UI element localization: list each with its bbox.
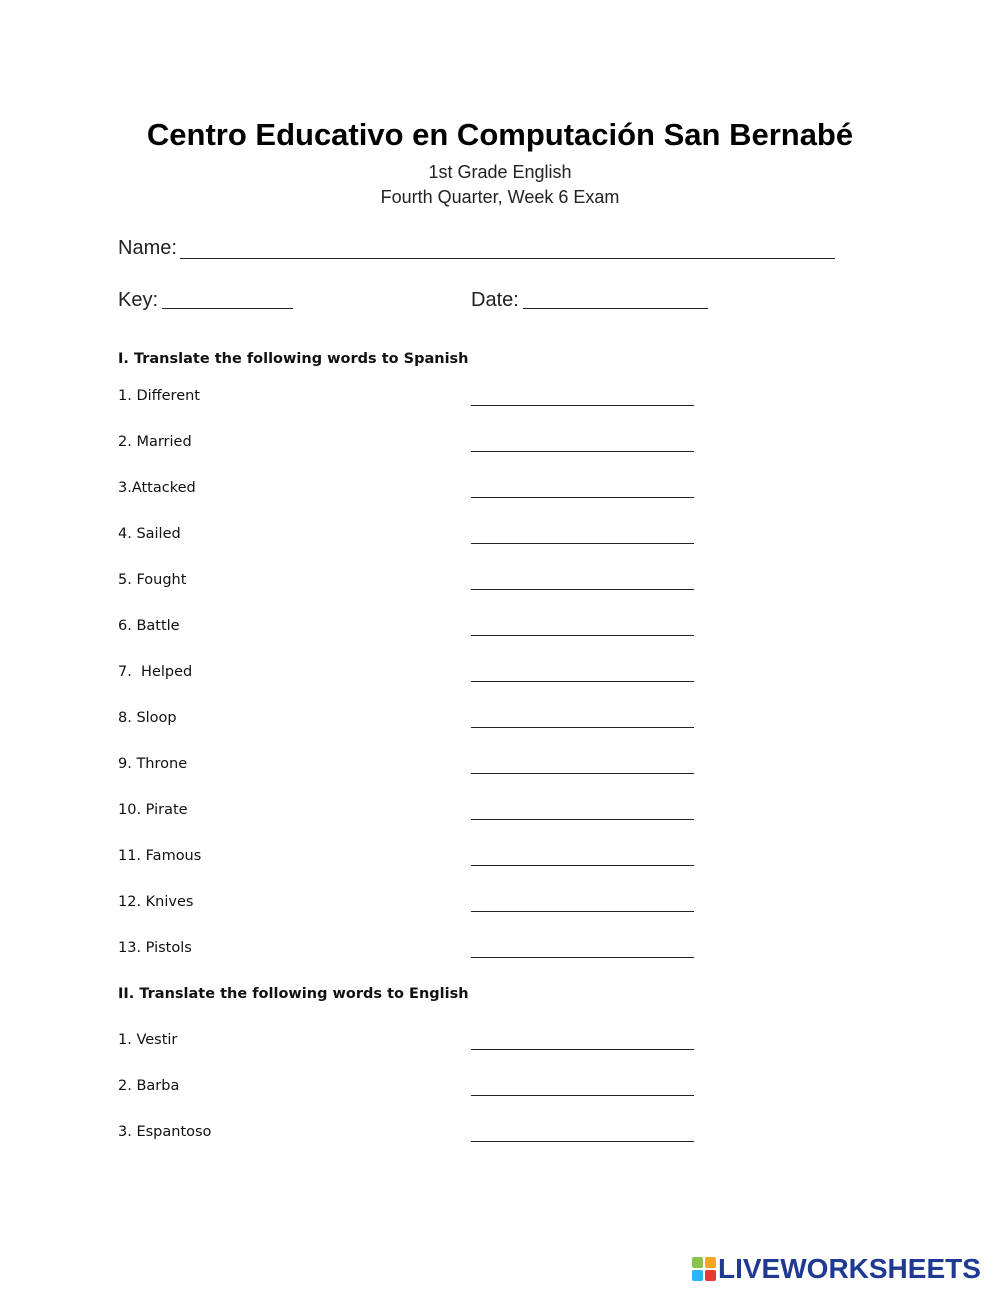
list-item: 12. Knives [118, 894, 194, 910]
key-field[interactable] [162, 308, 293, 309]
section-1-heading: I. Translate the following words to Spanish [118, 351, 469, 367]
page-title: Centro Educativo en Computación San Bernabé [146, 117, 854, 152]
list-item: 2. Barba [118, 1078, 180, 1094]
list-item: 6. Battle [118, 618, 180, 634]
course-subtitle: 1st Grade English [428, 162, 572, 182]
section-2-heading: II. Translate the following words to English [118, 986, 469, 1002]
answer-field[interactable] [471, 727, 694, 728]
answer-field[interactable] [471, 911, 694, 912]
list-item: 1. Different [118, 388, 200, 404]
answer-field[interactable] [471, 1095, 694, 1096]
key-label: Key: [118, 289, 159, 311]
liveworksheets-logo-text: LIVEWORKSHEETS [718, 1253, 981, 1284]
answer-field[interactable] [471, 451, 694, 452]
list-item: 2. Married [118, 434, 192, 450]
answer-field[interactable] [471, 497, 694, 498]
answer-field[interactable] [471, 1049, 694, 1050]
answer-field[interactable] [471, 589, 694, 590]
exam-subtitle: Fourth Quarter, Week 6 Exam [380, 187, 620, 207]
answer-field[interactable] [471, 819, 694, 820]
list-item: 11. Famous [118, 848, 202, 864]
answer-field[interactable] [471, 681, 694, 682]
name-label: Name: [118, 237, 177, 259]
list-item: 9. Throne [118, 756, 188, 772]
liveworksheets-logo [692, 1253, 981, 1285]
answer-field[interactable] [471, 773, 694, 774]
list-item: 10. Pirate [118, 802, 188, 818]
date-field[interactable] [523, 308, 708, 309]
name-field[interactable] [180, 258, 835, 259]
list-item: 8. Sloop [118, 710, 177, 726]
answer-field[interactable] [471, 1141, 694, 1142]
answer-field[interactable] [471, 405, 694, 406]
answer-field[interactable] [471, 957, 694, 958]
liveworksheets-logo-icon [692, 1257, 716, 1281]
list-item: 13. Pistols [118, 940, 192, 956]
list-item: 3. Espantoso [118, 1124, 212, 1140]
list-item: 7. Helped [118, 664, 193, 680]
list-item: 3.Attacked [118, 480, 196, 496]
answer-field[interactable] [471, 635, 694, 636]
list-item: 1. Vestir [118, 1032, 178, 1048]
list-item: 5. Fought [118, 572, 187, 588]
answer-field[interactable] [471, 865, 694, 866]
date-label: Date: [471, 289, 519, 311]
list-item: 4. Sailed [118, 526, 181, 542]
answer-field[interactable] [471, 543, 694, 544]
